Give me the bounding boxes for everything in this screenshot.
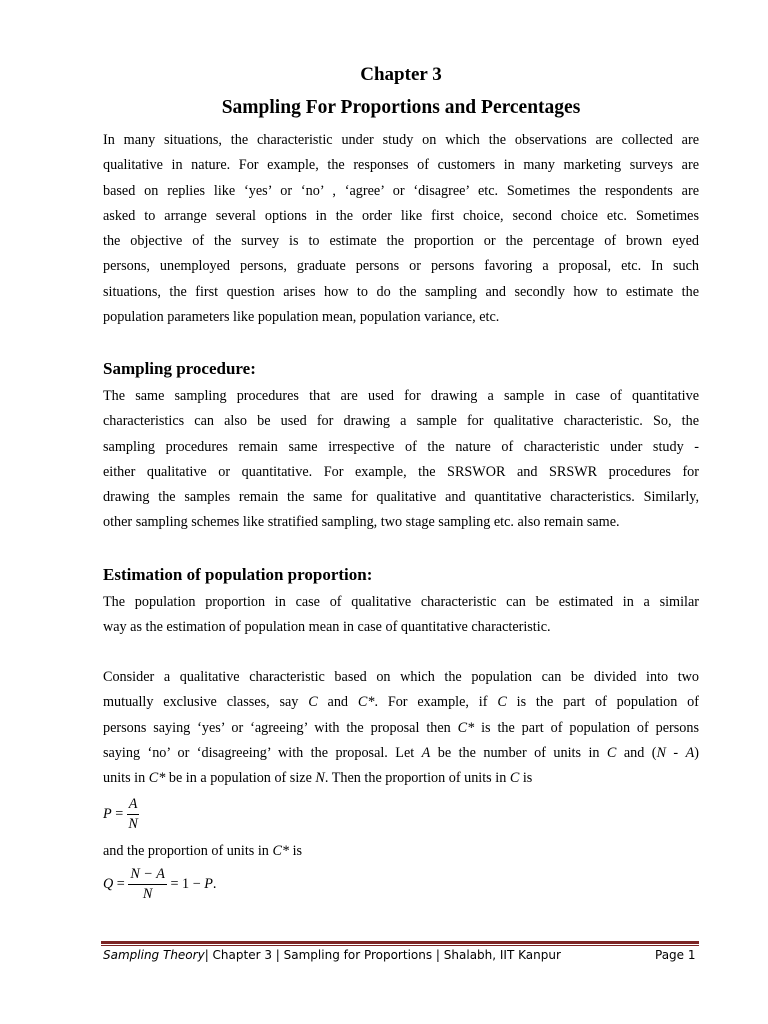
text-line — [103, 839, 699, 864]
math-symbol: C — [509, 770, 520, 787]
estimation-paragraph-2 — [103, 665, 699, 791]
text-line — [103, 690, 699, 715]
text-line — [103, 741, 699, 766]
text-line: asked to arrange several options in the order like first choice, second choice etc. Sometimes — [103, 207, 699, 224]
text-line: Consider a qualitative characteristic based on which the population can be divided into two — [103, 669, 699, 685]
math-symbol: P — [204, 875, 213, 892]
text-line: based on replies like ‘yes’ or ‘no’ , ‘agree’ or ‘disagree’ etc. Sometimes the respondents are — [103, 182, 699, 199]
text-line: persons, unemployed persons, graduate persons or persons favoring a proposal, etc. In such — [103, 258, 699, 275]
text-run: units in — [103, 770, 149, 787]
footer-rule-thin — [101, 945, 699, 946]
math-symbol: C* — [457, 719, 475, 736]
text-run: and the proportion of units in — [103, 843, 273, 859]
text-run: is the part of population of — [506, 694, 699, 711]
text-run: persons saying ‘yes’ or ‘agreeing’ with the proposal then — [103, 719, 458, 736]
formula-q — [103, 866, 216, 903]
text-run: - — [665, 744, 686, 761]
text-line: either qualitative or quantitative. For example, the SRSWOR and SRSWR procedures for — [103, 463, 699, 480]
text-run: . Then the proportion of units in — [324, 770, 510, 787]
math-symbol: N — [315, 770, 325, 787]
text-run: and — [317, 694, 358, 711]
math-symbol: A — [421, 744, 431, 761]
math-symbol: N — [656, 744, 666, 761]
equals-sign: = — [111, 805, 127, 822]
formula-lhs: Q — [103, 875, 114, 892]
formula-rhs: = 1 − — [166, 875, 205, 892]
text-run: saying ‘no’ or ‘disagreeing’ with the proposal. Let — [103, 744, 422, 761]
period: . — [212, 875, 217, 892]
text-run: is — [519, 770, 533, 787]
equals-sign: = — [113, 875, 129, 892]
text-line: In many situations, the characteristic under study on which the observations are collected are — [103, 132, 699, 148]
fraction-numerator: N − A — [128, 866, 167, 885]
between-formulas-text — [103, 839, 699, 864]
footer-running-title — [103, 948, 561, 962]
text-run: be the number of units in — [430, 744, 607, 761]
footer-chapter-info: | Chapter 3 | Sampling for Proportions | Shalabh, IIT Kanpur — [204, 948, 561, 962]
text-line: situations, the first question arises how to do the sampling and secondly how to estimate the — [103, 283, 699, 300]
intro-paragraph — [103, 128, 699, 330]
text-run: mutually exclusive classes, say — [103, 694, 309, 711]
math-symbol: C* — [357, 694, 375, 711]
text-run: be in a population of size — [165, 770, 316, 787]
sampling-procedure-paragraph — [103, 384, 699, 536]
section-heading-estimation: Estimation of population proportion: — [103, 565, 373, 584]
text-line — [103, 766, 699, 791]
fraction-denominator: N — [128, 816, 138, 832]
math-symbol: C — [606, 744, 617, 761]
math-symbol: C* — [272, 843, 290, 859]
text-line: The same sampling procedures that are used for drawing a sample in case of quantitative — [103, 388, 699, 404]
text-line: way as the estimation of population mean in case of quantitative characteristic. — [103, 619, 551, 636]
text-line: characteristics can also be used for drawing a sample for qualitative characteristic. So, the — [103, 413, 699, 430]
text-line — [103, 716, 699, 741]
text-line: qualitative in nature. For example, the responses of customers in many marketing surveys are — [103, 157, 699, 174]
fraction — [127, 796, 140, 833]
section-heading-sampling-procedure: Sampling procedure: — [103, 359, 256, 378]
math-symbol: C* — [148, 770, 166, 787]
text-line: the objective of the survey is to estimate the proportion or the percentage of brown eyed — [103, 233, 699, 250]
text-run: is the part of population of persons — [474, 719, 699, 736]
formula-p — [103, 796, 139, 833]
formula-lhs: P — [103, 805, 112, 822]
text-line: other sampling schemes like stratified sampling, two stage sampling etc. also remain same. — [103, 514, 620, 531]
page-number: Page 1 — [655, 948, 696, 962]
estimation-paragraph-1 — [103, 590, 699, 641]
text-run: and ( — [616, 744, 657, 761]
math-symbol: A — [685, 744, 695, 761]
footer-rule — [101, 941, 699, 944]
fraction-numerator: A — [127, 796, 140, 815]
chapter-title: Sampling For Proportions and Percentages — [221, 97, 581, 118]
text-line: population parameters like population mean, population variance, etc. — [103, 309, 500, 326]
text-line: drawing the samples remain the same for qualitative and quantitative characteristics. Similarly, — [103, 489, 699, 506]
math-symbol: C — [497, 694, 507, 711]
text-run: is — [289, 843, 303, 859]
math-symbol: C — [308, 694, 318, 711]
fraction — [128, 866, 167, 903]
chapter-number: Chapter 3 — [360, 64, 442, 85]
fraction-denominator: N — [142, 886, 153, 902]
text-run: ) — [694, 744, 699, 761]
text-line: sampling procedures remain same irrespective of the nature of characteristic under study - — [103, 438, 699, 455]
footer-book-title: Sampling Theory — [103, 948, 205, 962]
text-line: The population proportion in case of qualitative characteristic can be estimated in a similar — [103, 594, 699, 610]
text-run: . For example, if — [374, 694, 498, 711]
